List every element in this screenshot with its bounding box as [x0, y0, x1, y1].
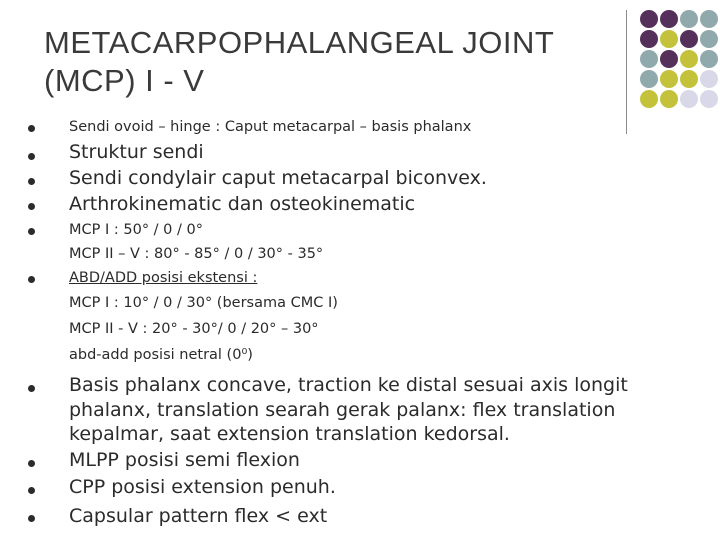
dot [700, 10, 718, 28]
bullet-text: MLPP posisi semi flexion [69, 449, 300, 471]
dot [700, 30, 718, 48]
dot [700, 50, 718, 68]
bullet-text: Arthrokinematic dan osteokinematic [69, 193, 416, 215]
bullet-text-continued: MCP II – V : 80° - 85° / 0 / 30° - 35° [69, 246, 324, 262]
dot [680, 50, 698, 68]
bullet-text-continued: phalanx, translation searah gerak palanx: flex translation [69, 399, 616, 421]
bullet-icon [28, 460, 35, 467]
dot [640, 70, 658, 88]
bullet-text-continued: abd-add posisi netral (0⁰) [69, 347, 253, 363]
dot [640, 50, 658, 68]
slide-title [44, 24, 614, 100]
dot [700, 70, 718, 88]
bullet-icon [28, 178, 35, 185]
bullet-icon [28, 515, 35, 522]
bullet-text-continued: kepalmar, saat extension translation kedorsal. [69, 423, 510, 445]
bullet-text: Basis phalanx concave, traction ke distal sesuai axis longit [69, 374, 628, 396]
bullet-text: ABD/ADD posisi ekstensi : [69, 270, 258, 286]
bullet-icon [28, 125, 35, 132]
dot [640, 30, 658, 48]
dot [640, 90, 658, 108]
bullet-icon [28, 203, 35, 210]
bullet-icon [28, 228, 35, 235]
bullet-text: Sendi ovoid – hinge : Caput metacarpal – basis phalanx [69, 119, 472, 135]
dot [680, 70, 698, 88]
bullet-text: CPP posisi extension penuh. [69, 476, 336, 498]
bullet-text: Struktur sendi [69, 141, 204, 163]
dot [660, 90, 678, 108]
bullet-text-continued: MCP II - V : 20° - 30°/ 0 / 20° – 30° [69, 321, 319, 337]
bullet-text-continued: MCP I : 10° / 0 / 30° (bersama CMC I) [69, 295, 338, 311]
bullet-icon [28, 385, 35, 392]
dot [700, 90, 718, 108]
bullet-icon [28, 276, 35, 283]
title-line-2: (MCP) I - V [44, 63, 205, 98]
title-line-1: METACARPOPHALANGEAL JOINT [44, 25, 555, 60]
bullet-text: Sendi condylair caput metacarpal biconvex. [69, 167, 487, 189]
divider-line [626, 10, 627, 134]
dot [640, 10, 658, 28]
dot [680, 30, 698, 48]
dot [660, 70, 678, 88]
dot [680, 10, 698, 28]
bullet-icon [28, 153, 35, 160]
bullet-text: Capsular pattern flex < ext [69, 505, 328, 527]
bullet-text: MCP I : 50° / 0 / 0° [69, 222, 203, 238]
bullet-icon [28, 487, 35, 494]
dot [680, 90, 698, 108]
decorative-dot-grid [640, 10, 720, 130]
dot [660, 30, 678, 48]
dot [660, 10, 678, 28]
dot [660, 50, 678, 68]
